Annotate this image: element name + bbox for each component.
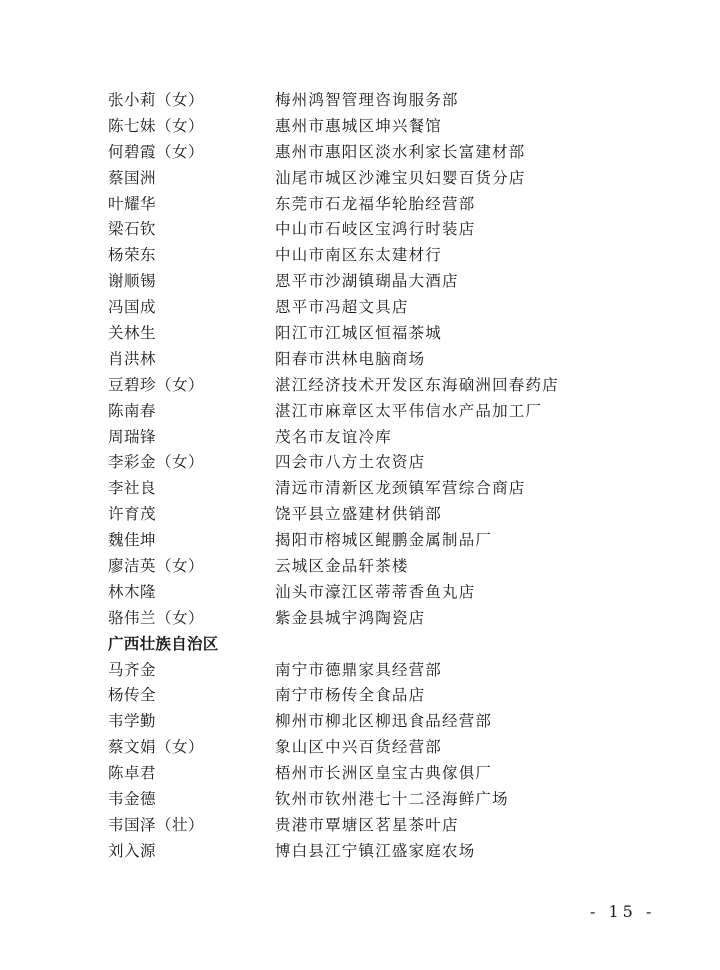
organization-name: 恩平市冯超文具店 <box>275 298 409 317</box>
organization-name: 南宁市杨传全食品店 <box>275 686 426 705</box>
person-name: 冯国成 <box>108 298 157 317</box>
person-name: 韦金德 <box>108 789 157 808</box>
list-item <box>108 423 648 449</box>
organization-name: 梧州市长洲区皇宝古典傢俱厂 <box>275 764 493 783</box>
list-item <box>108 319 648 345</box>
list-item <box>108 837 648 863</box>
person-name: 周瑞锋 <box>108 427 157 446</box>
list-item <box>108 474 648 500</box>
list-item <box>108 604 648 630</box>
list-item <box>108 785 648 811</box>
organization-name: 阳江市江城区恒福茶城 <box>275 323 443 342</box>
organization-name: 汕尾市城区沙滩宝贝妇婴百货分店 <box>275 168 526 187</box>
organization-name: 博白县江宁镇江盛家庭农场 <box>275 841 476 860</box>
person-name: 廖洁英（女） <box>108 556 205 575</box>
person-name: 何碧霞（女） <box>108 142 205 161</box>
list-item <box>108 267 648 293</box>
organization-name: 惠州市惠城区坤兴餐馆 <box>275 116 443 135</box>
organization-name: 清远市清新区龙颈镇军营综合商店 <box>275 479 526 498</box>
person-name: 叶耀华 <box>108 194 157 213</box>
organization-name: 贵港市覃塘区茗星茶叶店 <box>275 815 459 834</box>
person-name: 关林生 <box>108 323 157 342</box>
person-name: 杨传全 <box>108 686 157 705</box>
list-item <box>108 345 648 371</box>
list-item <box>108 811 648 837</box>
list-item <box>108 241 648 267</box>
person-name: 韦学勤 <box>108 712 157 731</box>
person-name: 杨荣东 <box>108 246 157 265</box>
list-item <box>108 681 648 707</box>
person-name: 许育茂 <box>108 505 157 524</box>
person-name: 韦国泽（壮） <box>108 815 205 834</box>
person-name: 魏佳坤 <box>108 531 157 550</box>
list-item <box>108 215 648 241</box>
list-item <box>108 759 648 785</box>
organization-name: 柳州市柳北区柳迅食品经营部 <box>275 712 493 731</box>
organization-name: 云城区金品轩茶楼 <box>275 556 409 575</box>
organization-name: 恩平市沙湖镇瑚晶大酒店 <box>275 272 459 291</box>
list-item <box>108 707 648 733</box>
person-name: 陈南春 <box>108 401 157 420</box>
page-number: - 15 - <box>590 902 656 921</box>
list-item <box>108 397 648 423</box>
person-name: 李彩金（女） <box>108 453 205 472</box>
organization-name: 四会市八方土农资店 <box>275 453 426 472</box>
person-name: 李社良 <box>108 479 157 498</box>
list-item <box>108 112 648 138</box>
organization-name: 象山区中兴百货经营部 <box>275 738 443 757</box>
organization-name: 南宁市德鼎家具经营部 <box>275 660 443 679</box>
person-name: 林木隆 <box>108 582 157 601</box>
organization-name: 惠州市惠阳区淡水利家长富建材部 <box>275 142 526 161</box>
list-item <box>108 526 648 552</box>
list-item <box>108 448 648 474</box>
person-name: 马齐金 <box>108 660 157 679</box>
person-name: 肖洪林 <box>108 349 157 368</box>
organization-name: 钦州市钦州港七十二泾海鲜广场 <box>275 789 509 808</box>
organization-name: 汕头市濠江区蒂蒂香鱼丸店 <box>275 582 476 601</box>
person-name: 刘入源 <box>108 841 157 860</box>
person-name: 陈七妹（女） <box>108 116 205 135</box>
list-item <box>108 656 648 682</box>
list-item <box>108 500 648 526</box>
person-name: 蔡国洲 <box>108 168 157 187</box>
list-item <box>108 552 648 578</box>
list-item <box>108 164 648 190</box>
organization-name: 揭阳市榕城区鲲鹏金属制品厂 <box>275 531 493 550</box>
organization-name: 湛江经济技术开发区东海硇洲回春药店 <box>275 375 559 394</box>
organization-name: 饶平县立盛建材供销部 <box>275 505 443 524</box>
organization-name: 紫金县城宇鸿陶瓷店 <box>275 608 426 627</box>
organization-name: 中山市石岐区宝鸿行时装店 <box>275 220 476 239</box>
person-name: 骆伟兰（女） <box>108 608 205 627</box>
list-item <box>108 733 648 759</box>
person-name: 谢顺锡 <box>108 272 157 291</box>
person-name: 豆碧珍（女） <box>108 375 205 394</box>
list-item <box>108 293 648 319</box>
person-name: 梁石钦 <box>108 220 157 239</box>
honoree-list <box>108 86 648 863</box>
section-heading: 广西壮族自治区 <box>108 634 219 653</box>
organization-name: 茂名市友谊冷库 <box>275 427 392 446</box>
person-name: 陈卓君 <box>108 764 157 783</box>
list-item <box>108 190 648 216</box>
list-item <box>108 371 648 397</box>
organization-name: 中山市南区东太建材行 <box>275 246 443 265</box>
organization-name: 阳春市洪林电脑商场 <box>275 349 426 368</box>
list-item <box>108 86 648 112</box>
person-name: 张小莉（女） <box>108 90 205 109</box>
organization-name: 东莞市石龙福华轮胎经营部 <box>275 194 476 213</box>
list-item <box>108 578 648 604</box>
person-name: 蔡文娟（女） <box>108 738 205 757</box>
list-item <box>108 138 648 164</box>
organization-name: 梅州鸿智管理咨询服务部 <box>275 90 459 109</box>
organization-name: 湛江市麻章区太平伟信水产品加工厂 <box>275 401 543 420</box>
